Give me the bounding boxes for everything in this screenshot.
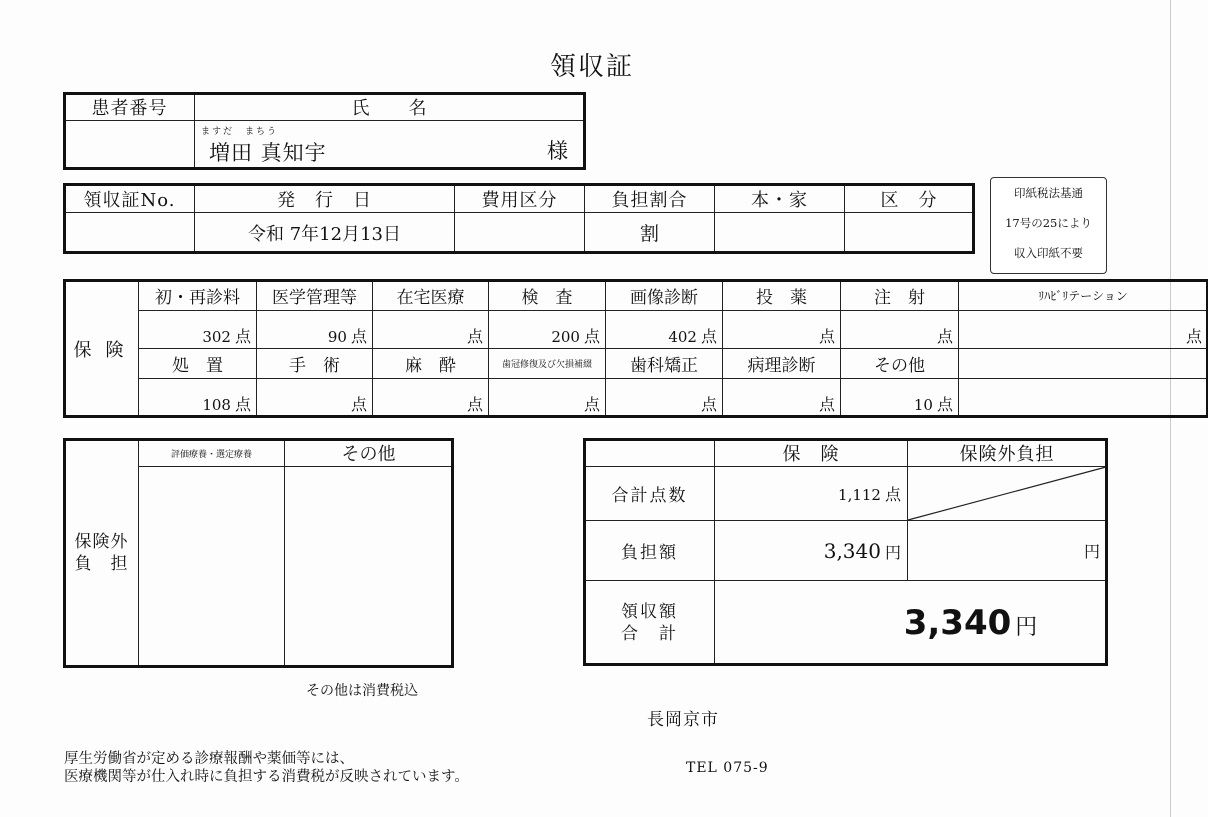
ins-item-value: 10 点 bbox=[841, 379, 959, 417]
stamp-note-line: 17号の25により bbox=[1005, 216, 1092, 230]
ins-item-name: 歯冠修復及び欠損補綴 bbox=[489, 349, 606, 379]
ins-item-name: 検 査 bbox=[489, 281, 606, 311]
totals-table bbox=[584, 439, 1107, 665]
receipt-no-header: 領収証No. bbox=[65, 185, 195, 213]
page-title: 領収証 bbox=[549, 52, 634, 82]
ins-item-name: 在宅医療 bbox=[373, 281, 489, 311]
total-points-label: 合計点数 bbox=[585, 467, 715, 521]
ins-item-name: 初・再診料 bbox=[139, 281, 257, 311]
ins-item-value: 点 bbox=[373, 311, 489, 349]
ins-item-name: 歯科矯正 bbox=[606, 349, 723, 379]
ins-item-value: 点 bbox=[606, 379, 723, 417]
issue-date-value: 令和 7年12月13日 bbox=[195, 213, 455, 253]
total-points-value: 1,112 点 bbox=[715, 467, 908, 521]
stamp-note-line: 印紙税法基通 bbox=[1014, 186, 1083, 200]
ins-item-value: 108 点 bbox=[139, 379, 257, 417]
diagonal-slash bbox=[908, 467, 1106, 520]
ins-item-value: 点 bbox=[723, 379, 841, 417]
totals-corner bbox=[585, 440, 715, 467]
totals-non-insurance-header: 保険外負担 bbox=[908, 440, 1107, 467]
insured-type-header: 本・家 bbox=[715, 185, 845, 213]
patient-table bbox=[64, 93, 585, 169]
totals-insurance-header: 保 険 bbox=[715, 440, 908, 467]
ins-item-value: 402 点 bbox=[606, 311, 723, 349]
ins-item-name bbox=[959, 349, 1208, 379]
ins-item-value: 90 点 bbox=[257, 311, 373, 349]
burden-ratio-value: 割 bbox=[585, 213, 715, 253]
ins-item-value: 点 bbox=[257, 379, 373, 417]
ins-item-name: 処 置 bbox=[139, 349, 257, 379]
burden-amount-label: 負担額 bbox=[585, 521, 715, 581]
receipt-no-value bbox=[65, 213, 195, 253]
non-insurance-table bbox=[64, 439, 453, 667]
non-insurance-label: 保険外 負 担 bbox=[65, 440, 139, 667]
division-value bbox=[845, 213, 974, 253]
patient-name: 増田 真知宇 bbox=[209, 141, 327, 165]
non-ins-burden-value: 円 bbox=[908, 521, 1107, 581]
cost-category-header: 費用区分 bbox=[455, 185, 585, 213]
issue-date-header: 発 行 日 bbox=[195, 185, 455, 213]
non-ins-points-slashed bbox=[908, 467, 1107, 521]
received-total-value: 3,340 円 bbox=[715, 581, 1107, 665]
patient-name-label: 氏 名 bbox=[195, 94, 585, 121]
division-header: 区 分 bbox=[845, 185, 974, 213]
ins-item-name: 医学管理等 bbox=[257, 281, 373, 311]
received-total-label: 領収額 合 計 bbox=[585, 581, 715, 665]
ins-item-name: 画像診断 bbox=[606, 281, 723, 311]
stamp-tax-note bbox=[990, 177, 1107, 274]
cost-category-value bbox=[455, 213, 585, 253]
ins-item-name: 麻 酔 bbox=[373, 349, 489, 379]
ins-item-name: その他 bbox=[841, 349, 959, 379]
issuer-tel: TEL 075-9 bbox=[686, 760, 769, 776]
patient-id-value bbox=[65, 121, 195, 169]
ins-item-value: 点 bbox=[959, 311, 1208, 349]
ins-item-name: 投 薬 bbox=[723, 281, 841, 311]
ins-item-value: 点 bbox=[723, 311, 841, 349]
evaluation-therapy-header: 評価療養・選定療養 bbox=[139, 440, 285, 467]
patient-name-cell bbox=[195, 121, 585, 169]
insurance-table bbox=[64, 280, 1208, 417]
insured-type-value bbox=[715, 213, 845, 253]
patient-furigana: ますだ まちう bbox=[201, 127, 279, 137]
ins-item-name: 注 射 bbox=[841, 281, 959, 311]
non-ins-other-header: その他 bbox=[285, 440, 453, 467]
burden-ratio-header: 負担割合 bbox=[585, 185, 715, 213]
tax-included-note: その他は消費税込 bbox=[306, 683, 418, 699]
insurance-label: 保険 bbox=[65, 281, 139, 417]
ins-item-name: 手 術 bbox=[257, 349, 373, 379]
issuer-city: 長岡京市 bbox=[647, 710, 719, 730]
ins-item-value: 302 点 bbox=[139, 311, 257, 349]
patient-id-label: 患者番号 bbox=[65, 94, 195, 121]
ins-item-name: 病理診断 bbox=[723, 349, 841, 379]
ins-item-value: 点 bbox=[489, 379, 606, 417]
ins-item-name: ﾘﾊﾋﾞﾘテーション bbox=[959, 281, 1208, 311]
ins-item-value: 点 bbox=[841, 311, 959, 349]
evaluation-therapy-value bbox=[139, 467, 285, 667]
footer-note: 厚生労働省が定める診療報酬や薬価等には、 医療機関等が仕入れ時に負担する消費税が反映されています。 bbox=[64, 751, 469, 785]
ins-item-value: 点 bbox=[373, 379, 489, 417]
burden-amount-value: 3,340 円 bbox=[715, 521, 908, 581]
receipt-info-table bbox=[64, 184, 974, 253]
non-ins-other-value bbox=[285, 467, 453, 667]
ins-item-value bbox=[959, 379, 1208, 417]
patient-honorific: 様 bbox=[547, 139, 568, 163]
stamp-note-line: 収入印紙不要 bbox=[1014, 246, 1083, 260]
ins-item-value: 200 点 bbox=[489, 311, 606, 349]
